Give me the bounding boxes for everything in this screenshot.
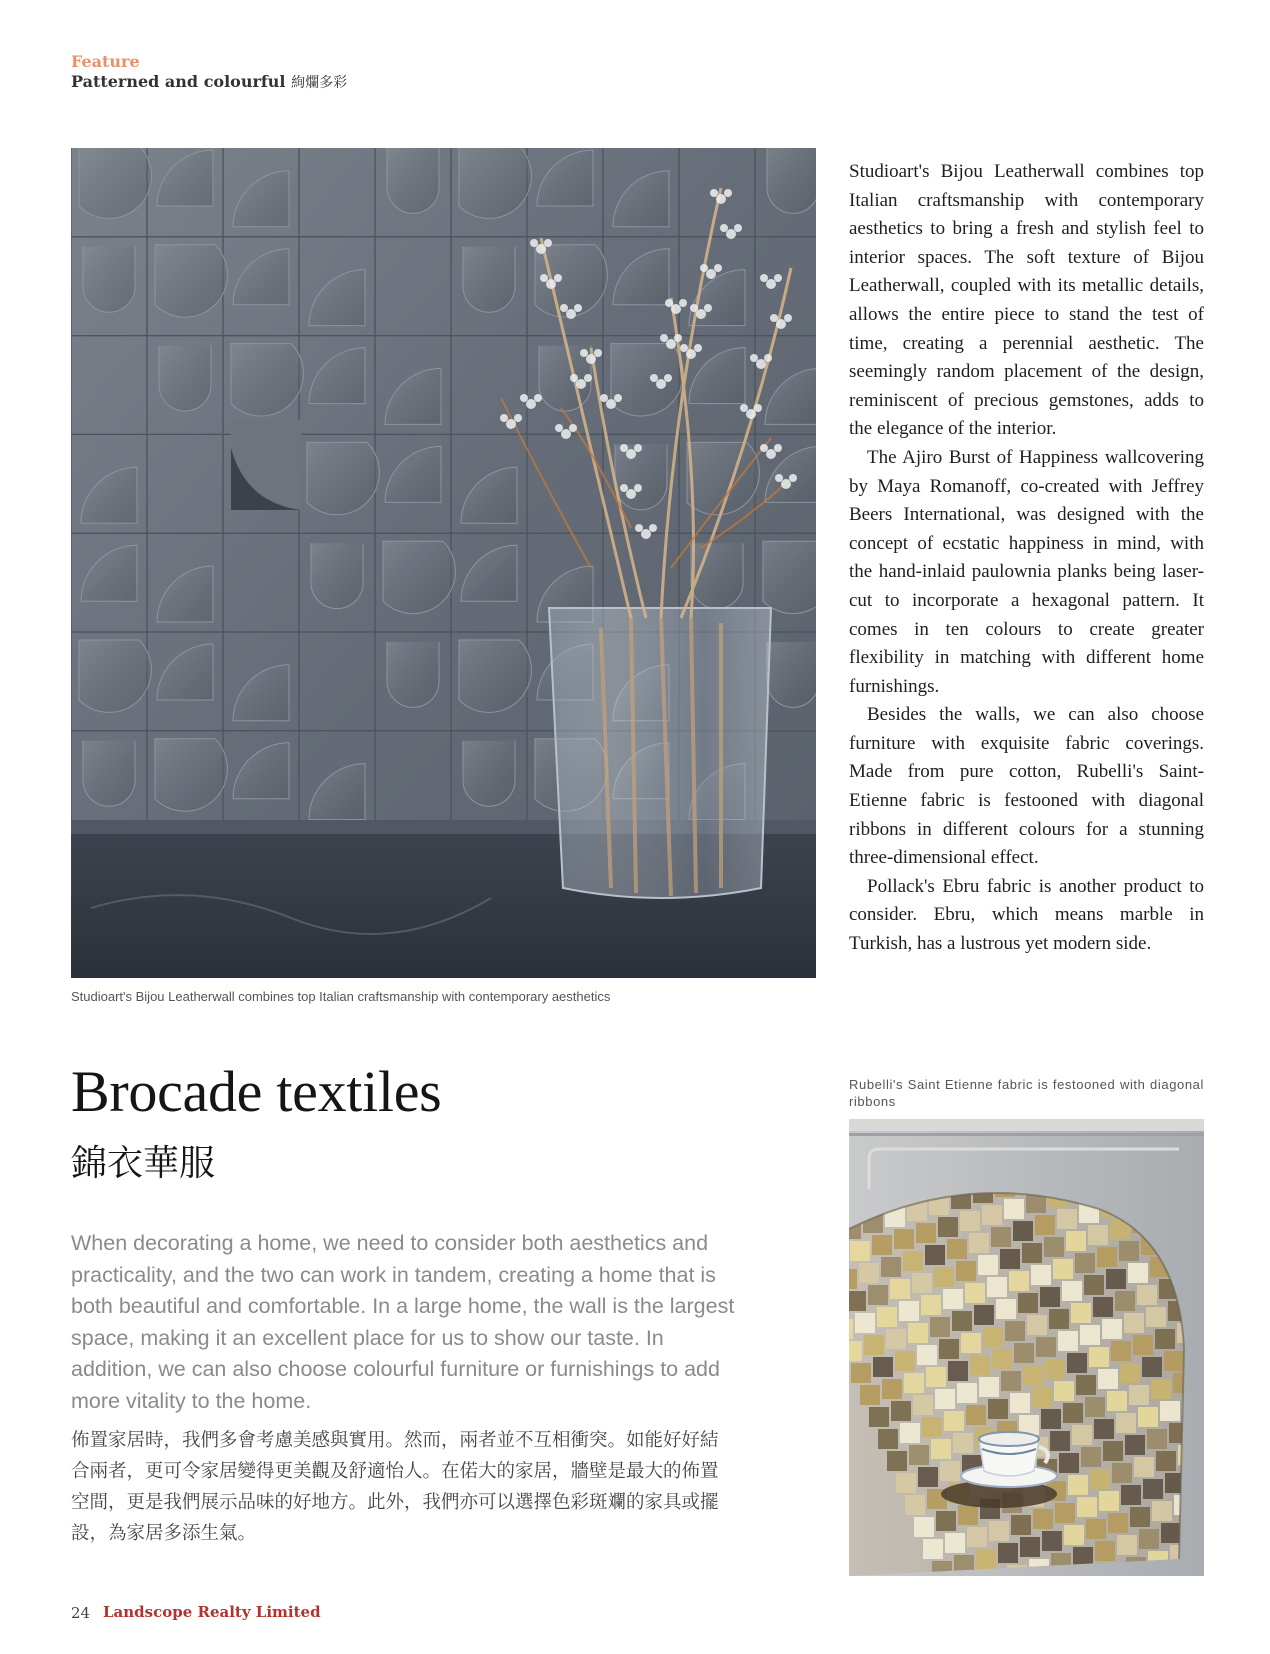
fabric-chair-photo <box>849 1119 1204 1576</box>
section-kicker: Feature <box>71 52 140 71</box>
leatherwall-caption: Studioart's Bijou Leatherwall combines top Italian craftsmanship with contemporary aesthetics <box>71 989 611 1004</box>
intro-paragraph-zh: 佈置家居時，我們多會考慮美感與實用。然而，兩者並不互相衝突。如能好好結合兩者，更可令家居變得更美觀及舒適怡人。在偌大的家居，牆壁是最大的佈置空間，更是我們展示品味的好地方。此外，我們亦可以選擇色彩斑斕的家具或擺設，為家居多添生氣。 <box>71 1430 719 1544</box>
article-heading-zh: 錦衣華服 <box>71 1143 216 1184</box>
page-number: 24 <box>71 1604 91 1622</box>
publisher-name: Landscope Realty Limited <box>103 1603 321 1621</box>
body-paragraph: The Ajiro Burst of Happiness wallcovering by Maya Romanoff, co-created with Jeffrey Beers International, was designed with the concept of ecstatic happiness in mind, with the hand-inlaid paulownia planks being laser-cut to incorporate a hexagonal pattern. It comes in ten colours to create greater flexibility in matching with different home furnishings. <box>849 446 1204 697</box>
section-title-en: Patterned and colourful <box>71 72 286 91</box>
leatherwall-photo <box>71 148 816 978</box>
section-title <box>71 72 347 92</box>
body-paragraph: Pollack's Ebru fabric is another product to consider. Ebru, which means marble in Turkish, has a lustrous yet modern side. <box>849 875 1204 955</box>
article-heading: Brocade textiles <box>71 1059 442 1124</box>
body-paragraph: Studioart's Bijou Leatherwall combines top Italian craftsmanship with contemporary aesthetics to bring a fresh and stylish feel to interior spaces. The soft texture of Bijou Leatherwall, coupled with its metallic details, allows the entire piece to stand the test of time, creating a perennial aesthetic. The seemingly random placement of the design, reminiscent of precious gemstones, adds to the elegance of the interior. <box>849 161 1204 440</box>
section-title-zh: 絢爛多彩 <box>291 75 348 91</box>
intro-paragraph-en: When decorating a home, we need to consider both aesthetics and practicality, and the two can work in tandem, creating a home that is both beautiful and comfortable. In a large home, the wall is the largest space, making it an excellent place for us to show our taste. In addition, we can also choose colourful furniture or furnishings to add more vitality to the home. <box>71 1231 735 1413</box>
body-text-column <box>849 158 1204 959</box>
fabric-chair-caption: Rubelli's Saint Etienne fabric is festooned with diagonal ribbons <box>849 1077 1204 1109</box>
body-paragraph: Besides the walls, we can also choose furniture with exquisite fabric coverings. Made from pure cotton, Rubelli's Saint-Etienne fabric is festooned with diagonal ribbons in different colours for a stunning three-dimensional effect. <box>849 704 1204 869</box>
